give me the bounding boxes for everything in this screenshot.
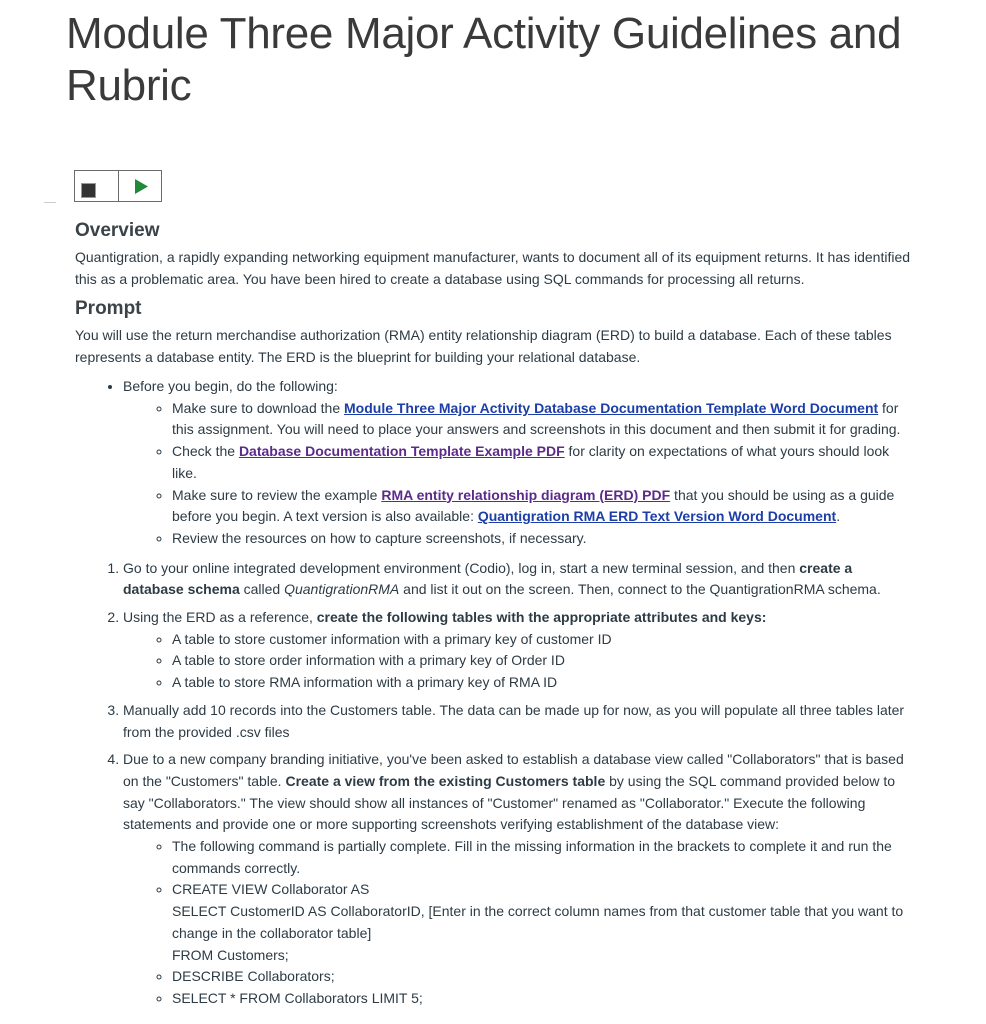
- list-item: ◦ SELECT * FROM Collaborators LIMIT 5;: [172, 988, 915, 1010]
- item-text: that you should be using as a guide before you begin. A text version is also available:: [172, 486, 895, 525]
- list-item: [172, 441, 915, 484]
- prep-list: [75, 376, 915, 550]
- rma-erd-text-version-link[interactable]: Quantigration RMA ERD Text Version Word Document: [477, 508, 837, 525]
- step-item: 3. Manually add 10 records into the Customers table. The data can be made up for now, as you will populate all three tables later from the provided .csv files: [123, 700, 915, 743]
- main-content: [75, 216, 915, 1016]
- list-item: ◦ A table to store customer information with a primary key of customer ID: [172, 629, 915, 651]
- step-item: [123, 749, 915, 1009]
- sql-line: ◦ CREATE VIEW Collaborator AS: [172, 881, 370, 898]
- overview-paragraph: Quantigration, a rapidly expanding networking equipment manufacturer, wants to document all of its equipment returns. It has identified this as a problematic area. You have been hired to create a database using SQL commands for processing all returns.: [75, 249, 911, 287]
- step-text: Due to a new company branding initiative, you've been asked to establish a database view called "Collaborators" that is based on the "Customers" table.: [123, 751, 904, 789]
- step-text: Go to your online integrated development environment (Codio), log in, start a new terminal session, and then: [123, 559, 800, 576]
- step-emphasis: Create a view from the existing Customers table: [285, 772, 606, 789]
- prompt-heading: Prompt: [75, 298, 142, 319]
- overview-heading: Overview: [75, 220, 160, 241]
- play-icon: [134, 179, 148, 194]
- item-text: .: [836, 508, 841, 525]
- divider: [44, 202, 56, 203]
- play-button[interactable]: [118, 171, 162, 201]
- step-text: and list it out on the screen. Then, connect to the QuantigrationRMA schema.: [399, 581, 881, 598]
- item-text: Check the: [172, 443, 239, 460]
- sql-line: FROM Customers;: [172, 946, 289, 963]
- step-text: Using the ERD as a reference,: [123, 609, 317, 626]
- item-text: for this assignment. You will need to place your answers and screenshots in this document and then submit it for grading.: [172, 399, 901, 438]
- step-item: [123, 558, 915, 601]
- item-text: for clarity on expectations of what yours should look like.: [172, 443, 890, 481]
- list-item: ◦ The following command is partially complete. Fill in the missing information in the brackets to complete it and run the commands correctly.: [172, 836, 915, 879]
- stop-icon: [81, 183, 96, 198]
- sql-line: SELECT CustomerID AS CollaboratorID, [Enter in the correct column names from that customer table that you want to change in the collaborator table]: [172, 903, 904, 941]
- before-label: Before you begin, do the following:: [123, 378, 338, 394]
- table-sublist: [123, 629, 915, 694]
- step-item: [123, 607, 915, 694]
- step-emphasis: create a database schema: [123, 559, 853, 598]
- stop-button[interactable]: [75, 171, 118, 201]
- command-sublist: [123, 836, 915, 1010]
- step-text: called: [239, 581, 285, 598]
- item-text: Make sure to download the: [172, 399, 344, 416]
- steps-list: [75, 558, 915, 1010]
- list-item: [172, 398, 915, 441]
- list-item: ◦ Review the resources on how to capture screenshots, if necessary.: [172, 528, 915, 550]
- step-text: by using the SQL command provided below to say "Collaborators." The view should show all instances of "Customer" renamed as "Collaborator." Execute the following statements and provide one or more supporting screenshots verifying establishment of the database view:: [123, 772, 895, 833]
- rma-erd-pdf-link[interactable]: RMA entity relationship diagram (ERD) PDF: [381, 486, 671, 503]
- prep-sublist: [123, 398, 915, 550]
- step-emphasis: create the following tables with the appropriate attributes and keys:: [316, 609, 767, 626]
- media-controls: [74, 170, 162, 202]
- list-item: ◦ DESCRIBE Collaborators;: [172, 966, 915, 988]
- template-word-doc-link[interactable]: Module Three Major Activity Database Documentation Template Word Document: [344, 399, 879, 416]
- schema-name: QuantigrationRMA: [284, 581, 400, 598]
- template-example-pdf-link[interactable]: Database Documentation Template Example PDF: [238, 443, 565, 460]
- page-title: Module Three Major Activity Guidelines and Rubric: [66, 9, 902, 110]
- list-item: [172, 485, 915, 528]
- list-item: [172, 879, 915, 966]
- list-item: [123, 376, 915, 550]
- list-item: ◦ A table to store order information with a primary key of Order ID: [172, 650, 915, 672]
- prompt-paragraph: You will use the return merchandise authorization (RMA) entity relationship diagram (ERD) to build a database. Each of these tables represents a database entity. The ERD is the blueprint for building your relational database.: [75, 327, 892, 365]
- item-text: Make sure to review the example: [172, 486, 382, 503]
- list-item: ◦ A table to store RMA information with a primary key of RMA ID: [172, 672, 915, 694]
